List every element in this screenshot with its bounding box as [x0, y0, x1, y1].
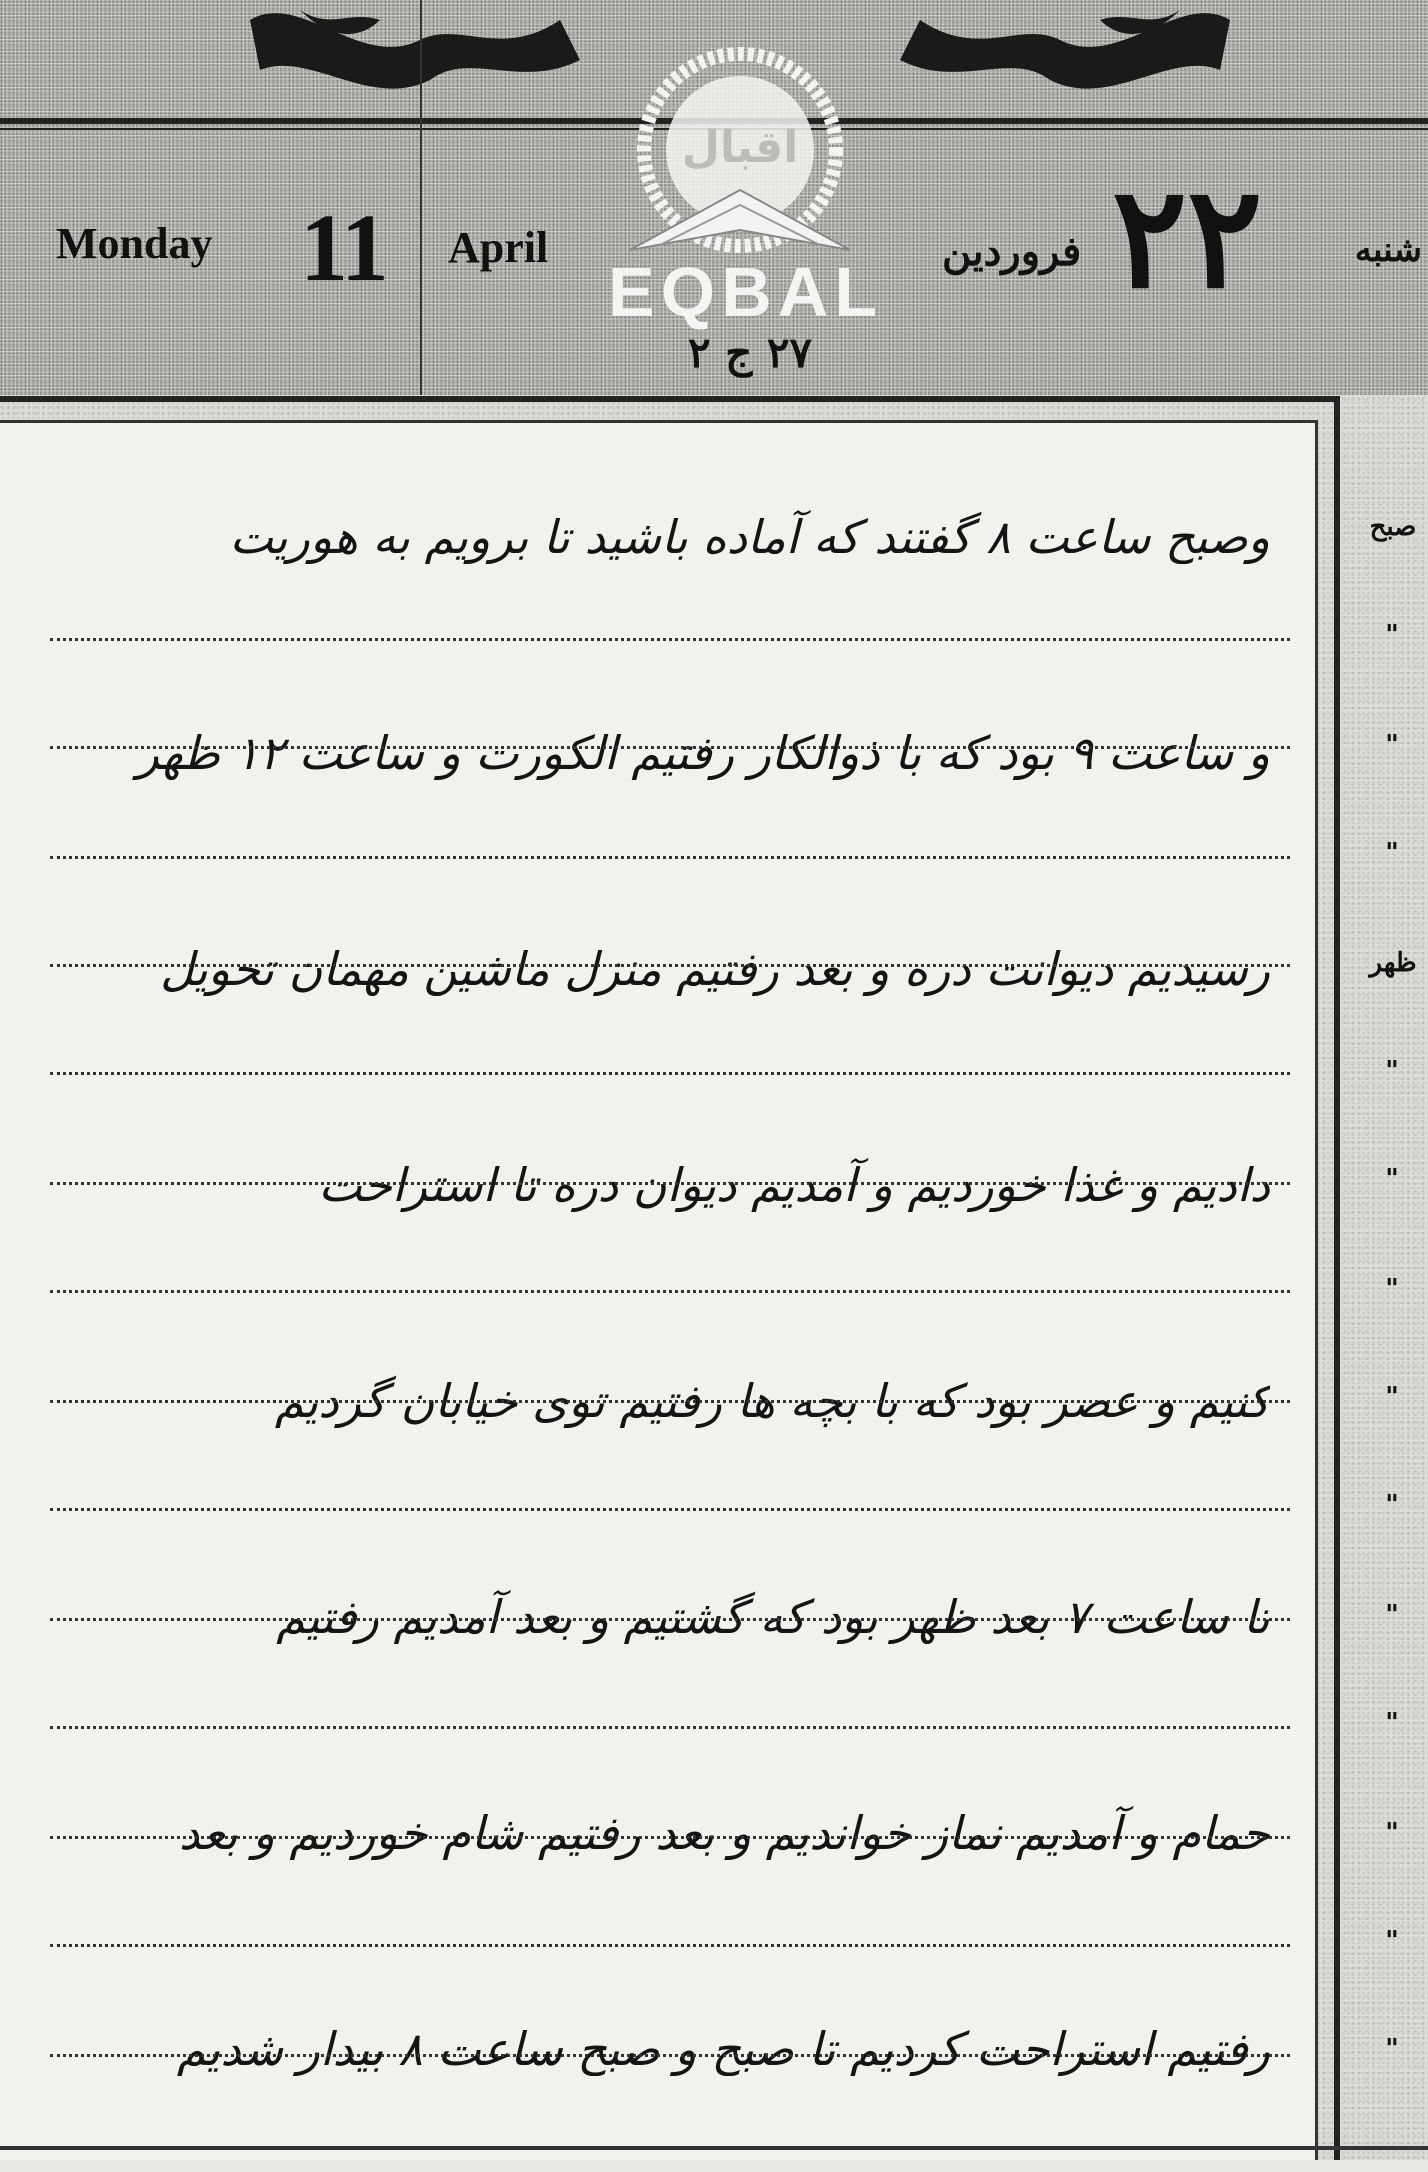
bottom-rule — [0, 2146, 1428, 2150]
persian-day-number: ۲۲ — [1112, 156, 1263, 320]
ruled-line — [50, 1508, 1290, 1511]
handwritten-text: رفتیم استراحت کردیم تا صبح و صبح ساعت ۸ بیدار شدیم — [176, 2022, 1270, 2076]
handwritten-text: و ساعت ۹ بود که با ذوالکار رفتیم الکورت و ساعت ۱۲ ظهر — [136, 726, 1270, 780]
ruled-line — [50, 1836, 1290, 1839]
diary-entries — [0, 440, 1300, 2160]
ornament-right-icon — [880, 0, 1240, 120]
time-label-morning: صبح — [1369, 512, 1417, 542]
entry-line — [40, 1952, 1290, 2172]
ditto-mark: " — [1385, 1274, 1399, 1304]
logo-text: اقبال — [681, 122, 799, 173]
entry-line — [40, 872, 1290, 1092]
ditto-mark: " — [1385, 620, 1399, 650]
ditto-mark: " — [1385, 1600, 1399, 1630]
ruled-line — [50, 1618, 1290, 1621]
ruled-line — [50, 746, 1290, 749]
ditto-mark: " — [1385, 1490, 1399, 1520]
ruled-line — [50, 1726, 1290, 1729]
fold-line — [420, 0, 422, 395]
handwritten-text: رسیدیم دیوانت دره و بعد رفتیم منزل ماشین مهمان تحویل — [160, 942, 1270, 996]
ditto-mark: " — [1385, 1818, 1399, 1848]
english-month: April — [448, 223, 549, 272]
ditto-mark: " — [1385, 730, 1399, 760]
persian-weekday: شنبه — [1354, 230, 1422, 270]
ditto-mark: " — [1385, 1382, 1399, 1412]
english-weekday: Monday — [56, 219, 213, 268]
entry-line — [40, 1304, 1290, 1524]
entry-line — [40, 1736, 1290, 1956]
calendar-header — [0, 0, 1428, 395]
english-day-number: 11 — [300, 194, 387, 301]
ruled-line — [50, 1400, 1290, 1403]
ruled-line — [50, 1290, 1290, 1293]
ruled-line — [50, 1072, 1290, 1075]
handwritten-text: وصبح ساعت ۸ گفتند که آماده باشید تا برویم به هوریت — [229, 510, 1270, 564]
ruled-line — [50, 638, 1290, 641]
handwritten-text: حمام و آمدیم نماز خواندیم و بعد رفتیم شام خوردیم و بعد — [178, 1806, 1270, 1860]
entry-line — [40, 656, 1290, 876]
ditto-mark: " — [1385, 1708, 1399, 1738]
entry-line — [40, 1520, 1290, 1740]
ditto-mark: " — [1385, 1056, 1399, 1086]
hijri-date: ۲۷ ج ۲ — [687, 328, 813, 377]
handwritten-text: کنیم و عصر بود که با بچه ها رفتیم توی خیابان گردیم — [274, 1374, 1270, 1428]
ruled-line — [50, 2054, 1290, 2057]
handwritten-text: تا ساعت ۷ بعد ظهر بود که گشتیم و بعد آمدیم رفتیم — [276, 1590, 1270, 1644]
brand-wordmark: EQBAL — [608, 253, 883, 331]
ruled-line — [50, 964, 1290, 967]
time-label-noon: ظهر — [1369, 948, 1417, 978]
entry-line — [40, 440, 1290, 660]
ruled-line — [50, 856, 1290, 859]
ruled-line — [50, 1182, 1290, 1185]
ditto-mark: " — [1385, 1164, 1399, 1194]
entry-line — [40, 1088, 1290, 1308]
ruled-line — [50, 1944, 1290, 1947]
ditto-mark: " — [1385, 838, 1399, 868]
handwritten-text: دادیم و غذا خوردیم و آمدیم دیوان دره تا استراحت — [318, 1158, 1270, 1212]
persian-month: فروردین — [942, 228, 1082, 275]
ditto-mark: " — [1385, 2034, 1399, 2064]
ditto-mark: " — [1385, 1926, 1399, 1956]
